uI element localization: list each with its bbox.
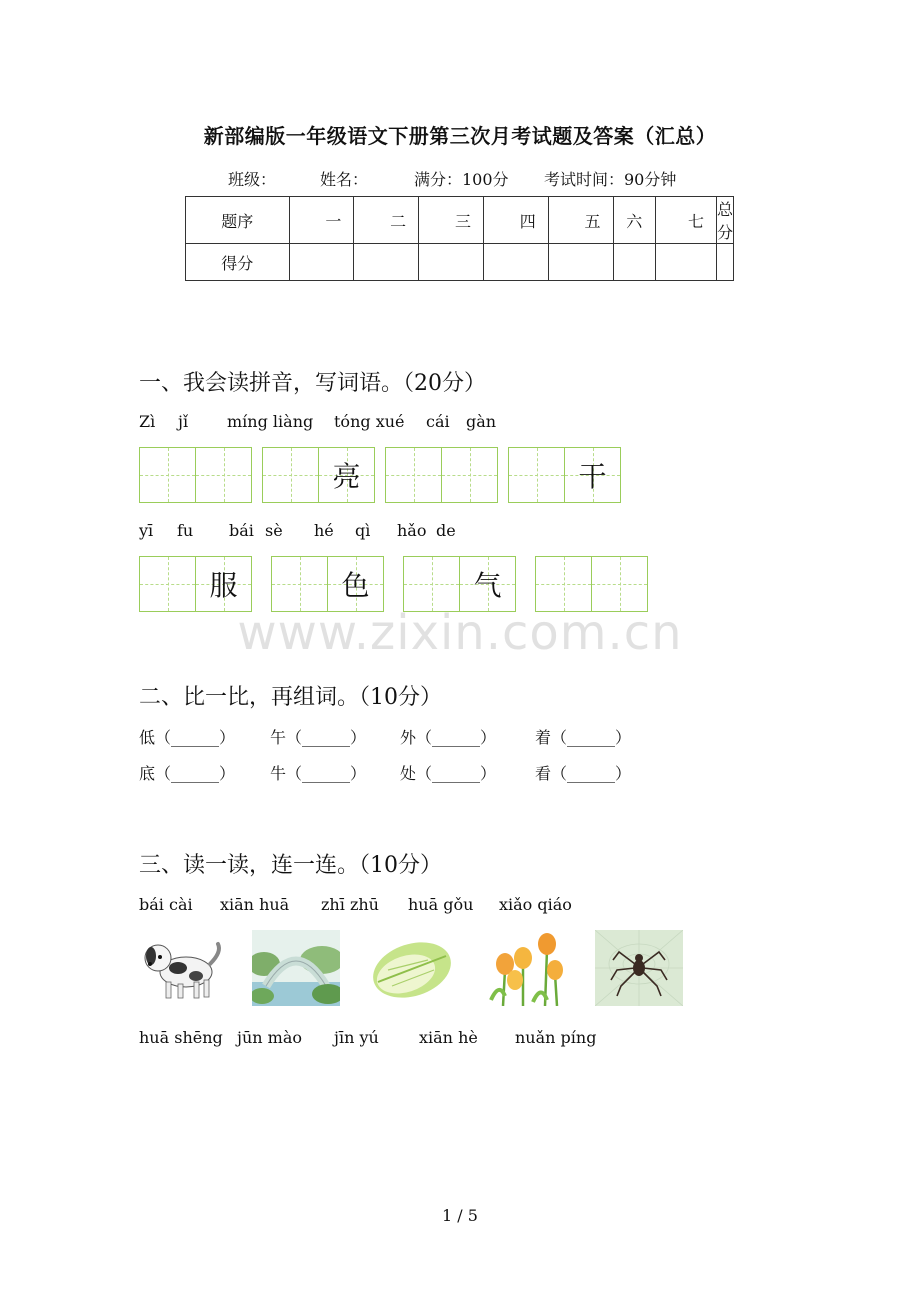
- tianzige-box[interactable]: [535, 556, 648, 612]
- answer-char: [404, 557, 459, 611]
- answer-char: [140, 448, 195, 502]
- word-blank[interactable]: 低（______）: [139, 728, 236, 747]
- section-1-heading: 一、我会读拼音，写词语。（20分）: [139, 371, 486, 396]
- dog-picture[interactable]: [138, 930, 226, 1006]
- word-blank[interactable]: 外（______）: [400, 728, 497, 747]
- given-char: 干: [578, 460, 607, 493]
- section-3-heading: 三、读一读，连一连。（10分）: [139, 853, 442, 878]
- table-header-cell: 三: [419, 197, 484, 244]
- pinyin-label: de: [436, 521, 456, 540]
- pinyin-label: jīn yú: [334, 1028, 379, 1047]
- table-header-cell: 七: [655, 197, 716, 244]
- table-header-cell: 题序: [186, 197, 290, 244]
- pinyin-label: yī: [139, 521, 154, 540]
- score-cell[interactable]: [289, 244, 354, 281]
- spider-picture[interactable]: [595, 930, 683, 1006]
- pinyin-label: jūn mào: [237, 1028, 302, 1047]
- name-label: 姓名：: [320, 170, 369, 189]
- word-blank[interactable]: 牛（______）: [270, 764, 367, 783]
- section-2-heading: 二、比一比，再组词。（10分）: [139, 685, 442, 710]
- table-row: [186, 244, 734, 281]
- tianzige-box[interactable]: [271, 556, 384, 612]
- tianzige-box[interactable]: [139, 556, 252, 612]
- pinyin-label: míng liàng: [227, 412, 314, 431]
- table-header-cell: 六: [613, 197, 655, 244]
- pinyin-label: huā shēng: [139, 1028, 223, 1047]
- table-header-cell: 四: [483, 197, 548, 244]
- pinyin-label: huā gǒu: [408, 895, 474, 914]
- table-header-cell: 五: [548, 197, 613, 244]
- pinyin-label: qì: [355, 521, 371, 540]
- answer-char: [272, 557, 327, 611]
- pinyin-label: hé: [314, 521, 334, 540]
- given-char: 服: [209, 569, 238, 602]
- tianzige-row-2: [139, 556, 658, 612]
- cabbage-picture[interactable]: [368, 930, 456, 1006]
- page-number: 1 / 5: [442, 1206, 478, 1225]
- given-char: 色: [341, 569, 370, 602]
- score-cell[interactable]: [548, 244, 613, 281]
- pinyin-label: nuǎn píng: [515, 1028, 597, 1047]
- table-header-cell: 二: [354, 197, 419, 244]
- pinyin-label: bái: [229, 521, 254, 540]
- pinyin-label: sè: [265, 521, 283, 540]
- word-blank[interactable]: 看（______）: [535, 764, 632, 783]
- pinyin-label: fu: [177, 521, 194, 540]
- tianzige-box[interactable]: [139, 447, 252, 503]
- flowers-picture[interactable]: [483, 930, 571, 1006]
- pinyin-label: xiān huā: [220, 895, 290, 914]
- pinyin-label: xiān hè: [419, 1028, 478, 1047]
- answer-char: [442, 448, 497, 502]
- bridge-picture[interactable]: [252, 930, 340, 1006]
- answer-char: [509, 448, 564, 502]
- table-header-cell: 一: [289, 197, 354, 244]
- pinyin-label: xiǎo qiáo: [499, 895, 572, 914]
- class-label: 班级：: [228, 170, 277, 189]
- score-cell[interactable]: [483, 244, 548, 281]
- tianzige-box[interactable]: [403, 556, 516, 612]
- score-cell[interactable]: [419, 244, 484, 281]
- full-score-label: 满分：100分: [414, 170, 509, 189]
- pinyin-label: cái: [426, 412, 450, 431]
- pinyin-label: zhī zhū: [321, 895, 379, 914]
- given-char: 亮: [332, 460, 361, 493]
- tianzige-row-1: [139, 447, 631, 503]
- table-row-label: 得分: [186, 244, 290, 281]
- pinyin-label: Zì: [139, 412, 156, 431]
- pinyin-label: gàn: [466, 412, 497, 431]
- answer-char: [140, 557, 195, 611]
- answer-char: [592, 557, 647, 611]
- watermark: www.zixin.com.cn: [237, 605, 683, 661]
- score-cell[interactable]: [655, 244, 716, 281]
- pinyin-label: tóng xué: [334, 412, 405, 431]
- pinyin-label: jǐ: [178, 412, 189, 431]
- tianzige-box[interactable]: [508, 447, 621, 503]
- word-blank[interactable]: 处（______）: [400, 764, 497, 783]
- score-cell[interactable]: [354, 244, 419, 281]
- score-table: [185, 196, 734, 281]
- tianzige-box[interactable]: [385, 447, 498, 503]
- answer-char: [263, 448, 318, 502]
- answer-char: [386, 448, 441, 502]
- score-cell[interactable]: [716, 244, 733, 281]
- answer-char: [536, 557, 591, 611]
- word-blank[interactable]: 底（______）: [139, 764, 236, 783]
- table-row: [186, 197, 734, 244]
- page-title: 新部编版一年级语文下册第三次月考试题及答案（汇总）: [203, 124, 717, 148]
- answer-char: [196, 448, 251, 502]
- given-char: 气: [473, 569, 502, 602]
- pinyin-label: hǎo: [397, 521, 427, 540]
- table-header-cell: 总分: [716, 197, 733, 244]
- exam-time-label: 考试时间：90分钟: [544, 170, 677, 189]
- word-blank[interactable]: 着（______）: [535, 728, 632, 747]
- pinyin-label: bái cài: [139, 895, 193, 914]
- tianzige-box[interactable]: [262, 447, 375, 503]
- word-blank[interactable]: 午（______）: [270, 728, 367, 747]
- score-cell[interactable]: [613, 244, 655, 281]
